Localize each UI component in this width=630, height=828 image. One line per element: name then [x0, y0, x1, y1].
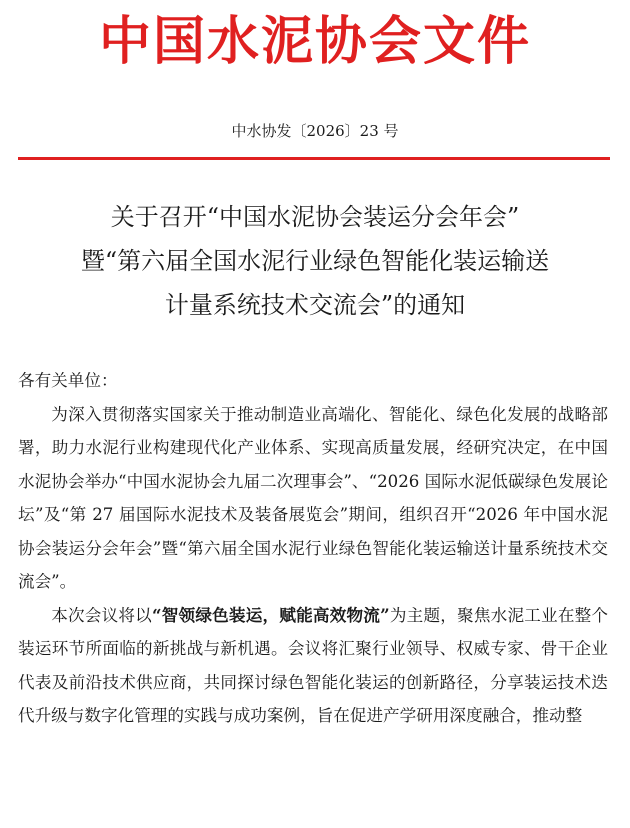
notice-title-line-2: 暨“第六届全国水泥行业绿色智能化装运输送: [80, 247, 550, 275]
document-number: 中水协发〔2026〕23 号: [231, 122, 399, 140]
paragraph-theme-prefix: 本次会议将以: [51, 605, 152, 625]
conference-theme: “智领绿色装运，赋能高效物流”: [151, 604, 390, 625]
notice-body: [18, 364, 608, 733]
organization-title: 中国水泥协会文件: [98, 12, 531, 72]
notice-title-line-1: 关于召开“中国水泥协会装运分会年会”: [110, 203, 520, 231]
red-divider-line: [18, 157, 610, 160]
notice-title: [20, 195, 610, 327]
paragraph-background: 为深入贯彻落实国家关于推动制造业高端化、智能化、绿色化发展的战略部署，助力水泥行业构建现代化产业体系、实现高质量发展，经研究决定，在中国水泥协会举办“中国水泥协会九届二次理事会”、“2026 国际水泥低碳绿色发展论坛”及“第 27 届国际水泥技术及装备展览会”期间，组织召开“2026 年中国水泥协会装运分会年会”暨“第六届全国水泥行业绿色智能化装运输送计量系统技术交流会”。: [18, 404, 608, 591]
notice-title-line-3: 计量系统技术交流会”的通知: [164, 291, 466, 319]
salutation: 各有关单位：: [18, 371, 118, 390]
paragraph-theme-rest: 为主题，聚焦水泥工业在整个装运环节所面临的新挑战与新机遇。会议将汇聚行业领导、权威专家、骨干企业代表及前沿技术供应商，共同探讨绿色智能化装运的创新路径，分享装运技术迭代升级与数字化管理的实践与成功案例，旨在促进产学研用深度融合，推动整: [18, 605, 609, 725]
paragraph-theme: [18, 599, 608, 733]
